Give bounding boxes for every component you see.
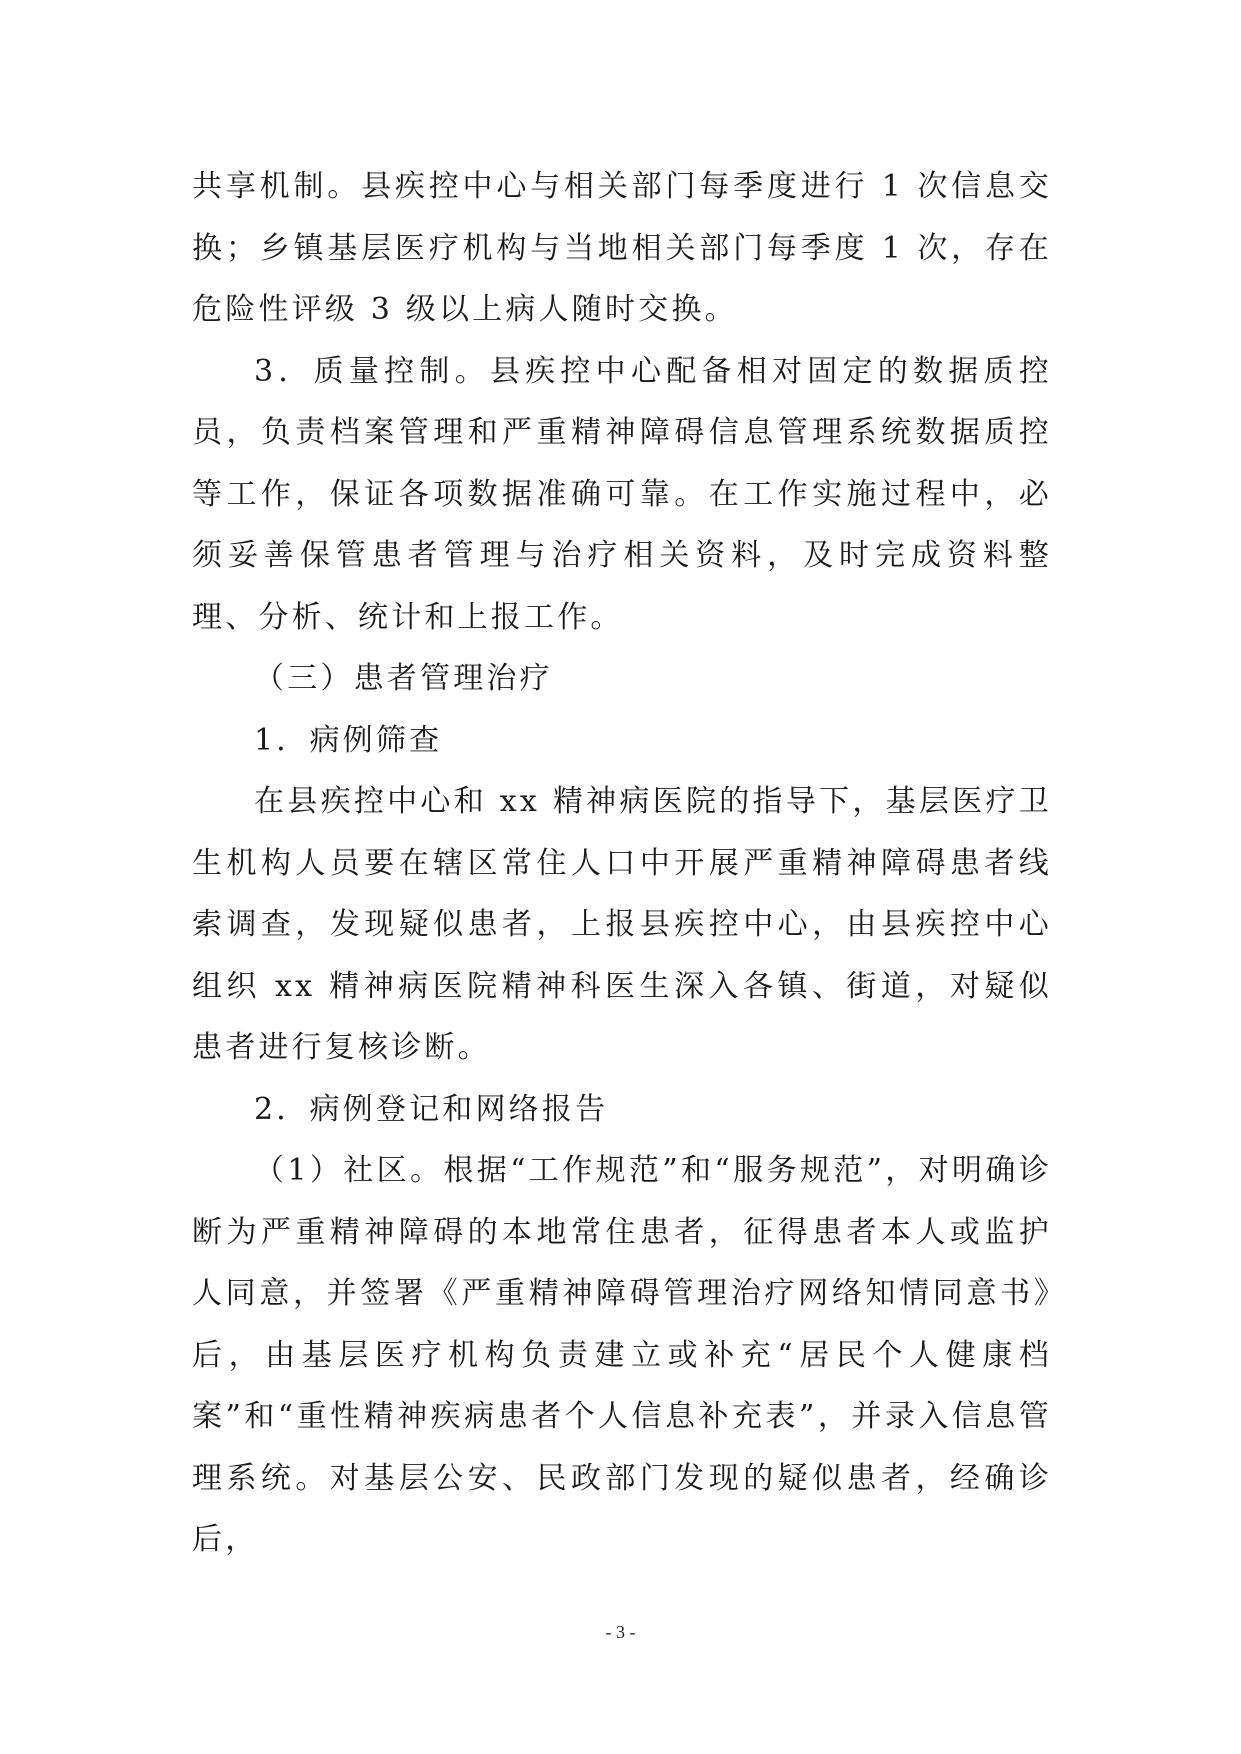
paragraph-community-registration: （1）社区。根据“工作规范”和“服务规范”，对明确诊断为严重精神障碍的本地常住患者，征得患者本人或监护人同意，并签署《严重精神障碍管理治疗网络知情同意书》后，由基层医疗机构负责建立或补充“居民个人健康档案”和“重性精神疾病患者个人信息补充表”，并录入信息管理系统。对基层公安、民政部门发现的疑似患者，经确诊后， [192,1153,1052,1557]
page-number: - 3 - [605,1622,636,1642]
document-body [192,156,1052,1571]
subheading-case-registration: 2．病例登记和网络报告 [254,1091,609,1127]
paragraph-case-screening: 在县疾控中心和 xx 精神病医院的指导下，基层医疗卫生机构人员要在辖区常住人口中开展严重精神障碍患者线索调查，发现疑似患者，上报县疾控中心，由县疾控中心组织 xx 精神病医院精神科医生深入各镇、街道，对疑似患者进行复核诊断。 [192,784,1052,1065]
paragraph-info-sharing-continued: 共享机制。县疾控中心与相关部门每季度进行 1 次信息交换；乡镇基层医疗机构与当地相关部门每季度 1 次，存在危险性评级 3 级以上病人随时交换。 [192,169,1052,327]
paragraph-quality-control: 3．质量控制。县疾控中心配备相对固定的数据质控员，负责档案管理和严重精神障碍信息管理系统数据质控等工作，保证各项数据准确可靠。在工作实施过程中，必须妥善保管患者管理与治疗相关资料，及时完成资料整理、分析、统计和上报工作。 [192,353,1052,635]
subheading-case-screening: 1．病例筛查 [254,722,443,758]
section-heading-patient-management: （三）患者管理治疗 [254,661,553,696]
